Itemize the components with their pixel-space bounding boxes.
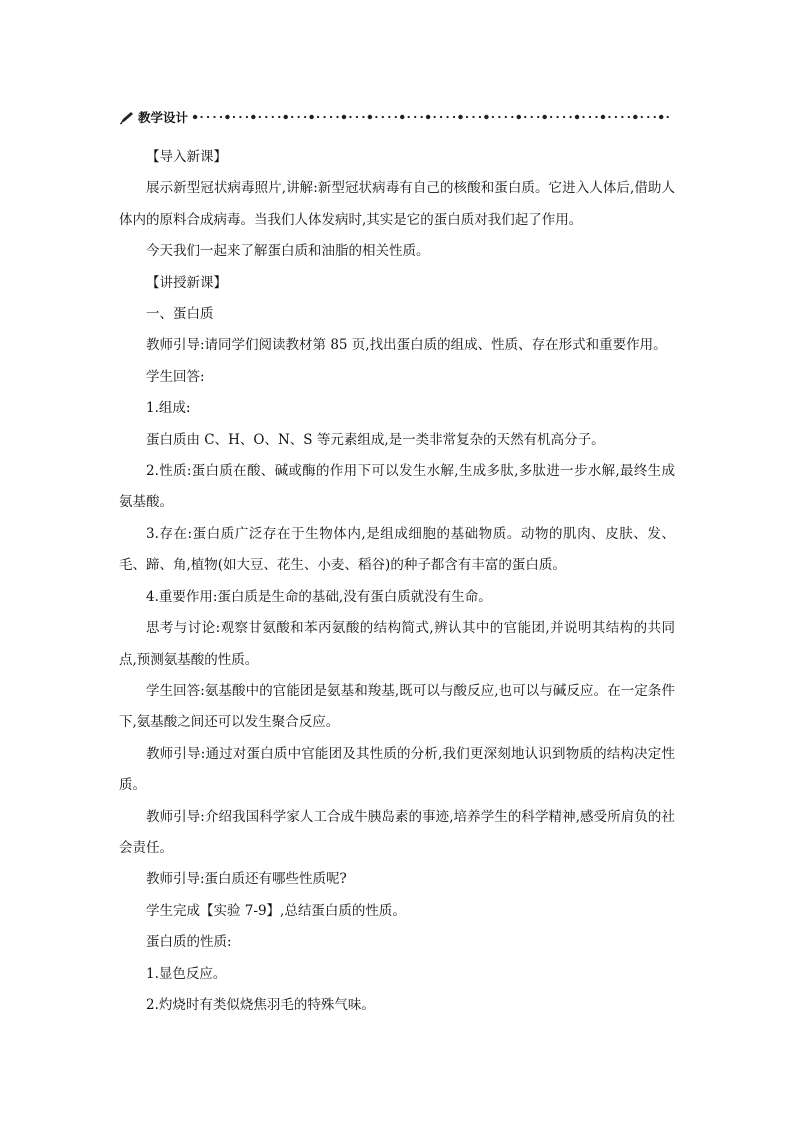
- paragraph: 【导入新课】: [146, 149, 227, 165]
- paragraph: 蛋白质由 C、H、O、N、S 等元素组成,是一类非常复杂的天然有机高分子。: [146, 431, 605, 448]
- paragraph: 2.性质:蛋白质在酸、碱或酶的作用下可以发生水解,生成多肽,多肽进一步水解,最终生成氨基酸。: [119, 463, 675, 511]
- pen-icon: [119, 110, 135, 124]
- paragraph: 一、蛋白质: [146, 306, 214, 323]
- paragraph: 1.组成:: [146, 400, 191, 417]
- paragraph: 教师引导:蛋白质还有哪些性质呢?: [146, 871, 347, 888]
- paragraph: 教师引导:请同学们阅读教材第 85 页,找出蛋白质的组成、性质、存在形式和重要作用。: [146, 337, 667, 354]
- paragraph: 蛋白质的性质:: [146, 934, 232, 951]
- paragraph: 4.重要作用:蛋白质是生命的基础,没有蛋白质就没有生命。: [146, 588, 492, 605]
- document-body: [119, 142, 675, 1021]
- paragraph: 学生回答:氨基酸中的官能团是氨基和羧基,既可以与酸反应,也可以与碱反应。在一定条件下,氨基酸之间还可以发生聚合反应。: [119, 682, 675, 731]
- paragraph: 2.灼烧时有类似烧焦羽毛的特殊气味。: [146, 996, 375, 1013]
- paragraph: 教师引导:介绍我国科学家人工合成牛胰岛素的事迹,培养学生的科学精神,感受所肩负的社会责任。: [119, 808, 675, 856]
- paragraph: 教师引导:通过对蛋白质中官能团及其性质的分析,我们更深刻地认识到物质的结构决定性质。: [119, 745, 675, 794]
- paragraph: 展示新型冠状病毒照片,讲解:新型冠状病毒有自己的核酸和蛋白质。它进入人体后,借助人体内的原料合成病毒。当我们人体发病时,其实是它的蛋白质对我们起了作用。: [119, 180, 675, 228]
- dotted-divider: [192, 111, 675, 123]
- paragraph: 【讲授新课】: [146, 274, 227, 291]
- paragraph: 学生回答:: [146, 368, 205, 385]
- paragraph: 3.存在:蛋白质广泛存在于生物体内,是组成细胞的基础物质。动物的肌肉、皮肤、发、毛、蹄、角,植物(如大豆、花生、小麦、稻谷)的种子都含有丰富的蛋白质。: [119, 525, 675, 574]
- paragraph: 1.显色反应。: [146, 965, 227, 982]
- section-title: 教学设计: [138, 110, 189, 125]
- paragraph: 学生完成【实验 7-9】,总结蛋白质的性质。: [146, 902, 406, 919]
- section-header: [119, 108, 675, 126]
- paragraph: 今天我们一起来了解蛋白质和油脂的相关性质。: [146, 243, 430, 260]
- paragraph: 思考与讨论:观察甘氨酸和苯丙氨酸的结构简式,辨认其中的官能团,并说明其结构的共同点,预测氨基酸的性质。: [119, 620, 675, 668]
